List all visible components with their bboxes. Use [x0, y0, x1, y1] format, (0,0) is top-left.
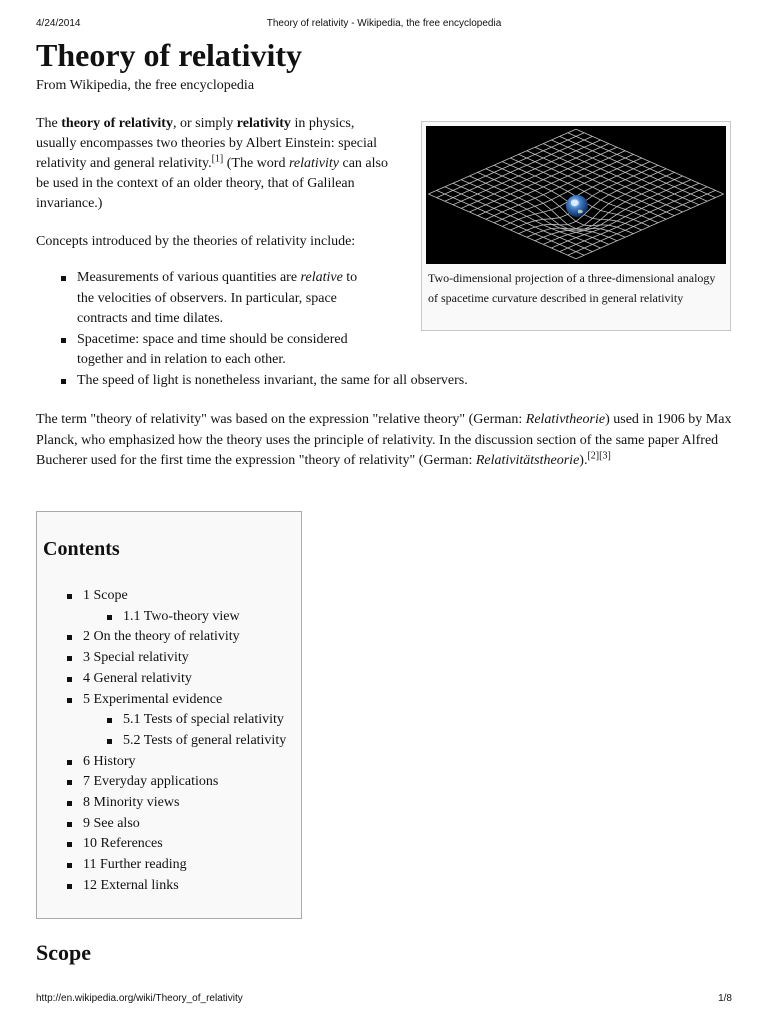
paragraph-text: ).: [579, 453, 588, 468]
toc-link[interactable]: 5.1 Tests of special relativity: [123, 712, 284, 728]
paragraph-text: ) used in 1906 by Max Planck, who emphasized how the theory uses the principle of relativity. In the discussion section of the same paper Alfred Bucherer used for the first time the expression "theory of relativity" (German:: [36, 412, 732, 468]
toc-link[interactable]: 10 References: [83, 836, 163, 852]
toc-link[interactable]: 2 On the theory of relativity: [83, 629, 240, 645]
toc-item: [37, 793, 286, 814]
etymology-paragraph: [36, 410, 736, 472]
toc-item: [37, 876, 286, 897]
intro-text: in physics, usually encompasses two theories by Albert Einstein: special relativity and general relativity.: [36, 116, 377, 171]
print-date: 4/24/2014: [36, 18, 81, 29]
print-page-title: Theory of relativity - Wikipedia, the free encyclopedia: [266, 18, 502, 29]
toc-list: [37, 586, 286, 897]
intro-bold-term: theory of relativity: [61, 116, 173, 131]
paragraph-text: The term "theory of relativity" was based on the expression "relative theory" (German:: [36, 412, 526, 427]
toc-item: [37, 648, 286, 669]
list-item-text: to the velocities of observers. In particular, space contracts and time dilates.: [77, 270, 358, 326]
toc-link[interactable]: 3 Special relativity: [83, 650, 189, 666]
spacetime-grid-illustration: [426, 126, 726, 264]
toc-link[interactable]: 12 External links: [83, 877, 179, 893]
toc-item: [37, 710, 286, 731]
toc-link[interactable]: 6 History: [83, 753, 136, 769]
toc-link[interactable]: 5.2 Tests of general relativity: [123, 732, 287, 748]
print-footer: [36, 993, 732, 1004]
toc-item: [37, 752, 286, 773]
list-item: Spacetime: space and time should be considered together and in relation to each other.: [77, 330, 377, 371]
toc-item: [37, 731, 286, 752]
citation-2-3[interactable]: [2][3]: [587, 450, 611, 462]
thumbnail-figure: [421, 121, 731, 331]
concepts-intro: Concepts introduced by the theories of relativity include:: [36, 234, 356, 249]
paragraph-italic: Relativitätstheorie: [475, 453, 580, 468]
toc-item: [37, 690, 286, 711]
toc-item: [37, 586, 286, 607]
print-page-number: 1/8: [718, 993, 732, 1004]
list-item-italic: relative: [300, 270, 343, 285]
section-heading-scope: Scope: [36, 940, 91, 965]
list-item: [77, 268, 377, 330]
list-item: The speed of light is nonetheless invariant, the same for all observers.: [77, 371, 468, 392]
spacetime-curvature-image[interactable]: [426, 126, 726, 264]
citation-1[interactable]: [1]: [211, 153, 224, 165]
toc-link[interactable]: 4 General relativity: [83, 670, 192, 686]
toc-link[interactable]: 8 Minority views: [83, 795, 180, 811]
toc-item: [37, 855, 286, 876]
article-subtitle: From Wikipedia, the free encyclopedia: [36, 78, 255, 93]
toc-item: [37, 669, 286, 690]
toc-item: [37, 607, 286, 628]
intro-bold-term: relativity: [236, 116, 291, 131]
article-title: Theory of relativity: [36, 37, 303, 73]
intro-text: (The word: [223, 156, 289, 171]
table-of-contents: [36, 511, 302, 919]
toc-link[interactable]: 1.1 Two-theory view: [123, 608, 240, 624]
toc-link[interactable]: 1 Scope: [83, 588, 128, 603]
toc-link[interactable]: 11 Further reading: [83, 857, 187, 873]
toc-link[interactable]: 5 Experimental evidence: [83, 691, 223, 707]
intro-italic-term: relativity: [288, 156, 339, 171]
list-item-text: Measurements of various quantities are: [77, 270, 301, 285]
toc-item: [37, 772, 286, 793]
toc-item: [37, 814, 286, 835]
toc-item: [37, 627, 286, 648]
paragraph-italic: Relativtheorie: [525, 412, 606, 427]
toc-link[interactable]: 9 See also: [83, 815, 140, 831]
intro-paragraph: [36, 114, 396, 214]
toc-title: Contents: [43, 538, 120, 560]
toc-link[interactable]: 7 Everyday applications: [83, 774, 219, 790]
concepts-list: [36, 268, 468, 391]
print-url: http://en.wikipedia.org/wiki/Theory_of_relativity: [36, 993, 243, 1004]
intro-text: , or simply: [172, 116, 237, 131]
toc-item: [37, 834, 286, 855]
intro-text: can also be used in the context of an older theory, that of Galilean invariance.): [36, 156, 388, 211]
figure-caption: Two-dimensional projection of a three-dimensional analogy of spacetime curvature described in general relativity: [428, 271, 716, 305]
intro-text: The: [36, 116, 62, 131]
